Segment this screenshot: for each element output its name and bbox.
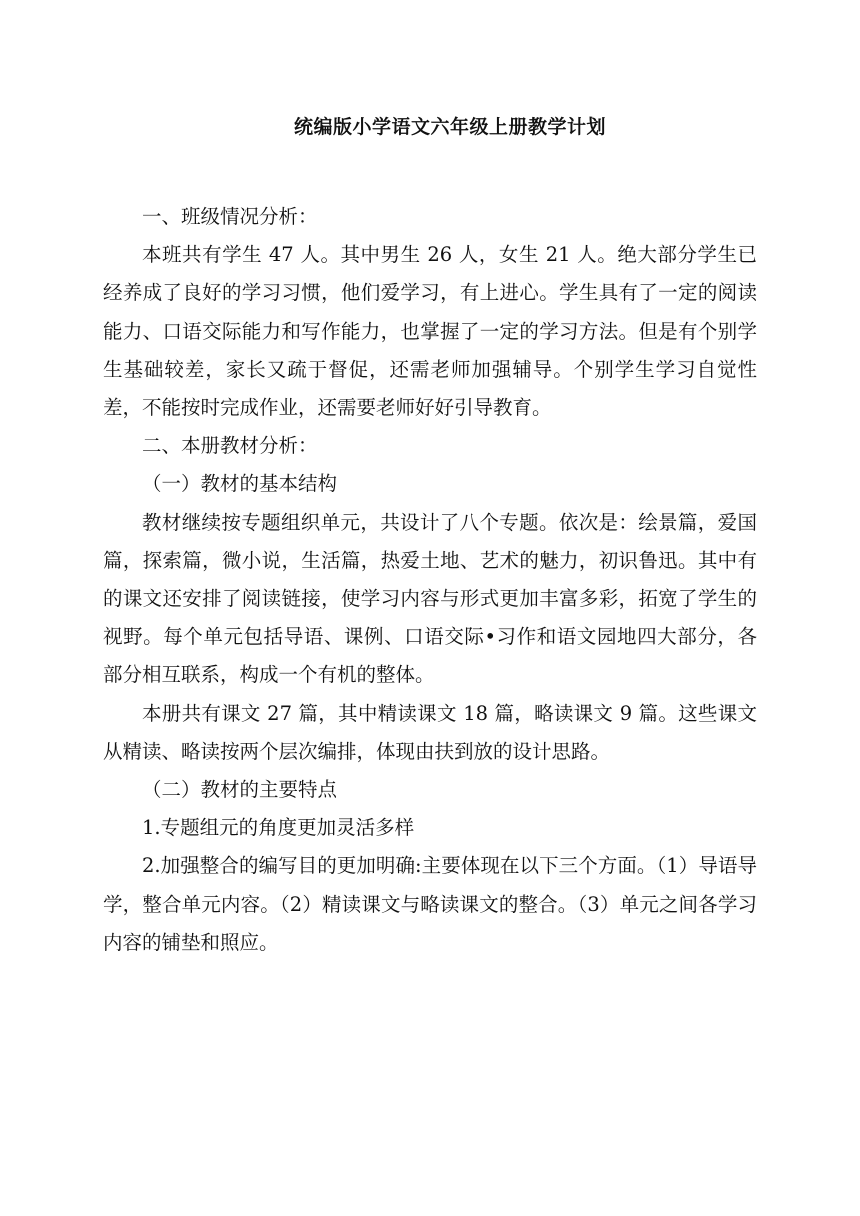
subheading-basic-structure: （一）教材的基本结构 — [142, 472, 338, 496]
paragraph-lesson-count: 本册共有课文 27 篇，其中精读课文 18 篇，略读课文 9 篇。这些课文从精读、略读按两个层次编排，体现由扶到放的设计思路。 — [103, 701, 757, 763]
list-item-feature-1: 1.专题组元的角度更加灵活多样 — [142, 816, 415, 840]
paragraph-class-description: 本班共有学生 47 人。其中男生 26 人，女生 21 人。绝大部分学生已经养成了良好的学习习惯，他们爱学习，有上进心。学生具有了一定的阅读能力、口语交际能力和写作能力，也掌握了一定的学习方法。但是有个别学生基础较差，家长又疏于督促，还需老师加强辅导。个别学生学习自觉性差，不能按时完成作业，还需要老师好好引导教育。 — [103, 243, 757, 420]
section-heading-textbook-analysis: 二、本册教材分析： — [142, 434, 318, 458]
paragraph-textbook-structure: 教材继续按专题组织单元，共设计了八个专题。依次是：绘景篇，爱国篇，探索篇，微小说，生活篇，热爱土地、艺术的魅力，初识鲁迅。其中有的课文还安排了阅读链接，使学习内容与形式更加丰富多彩，拓宽了学生的视野。每个单元包括导语、课例、口语交际•习作和语文园地四大部分，各部分相互联系，构成一个有机的整体。 — [103, 510, 757, 687]
section-heading-class-analysis: 一、班级情况分析： — [142, 205, 318, 228]
list-item-feature-2: 2.加强整合的编写目的更加明确:主要体现在以下三个方面。（1）导语导学，整合单元内容。（2）精读课文与略读课文的整合。（3）单元之间各学习内容的铺垫和照应。 — [103, 854, 757, 954]
document-body — [103, 198, 757, 962]
subheading-main-features: （二）教材的主要特点 — [142, 778, 338, 802]
document-title: 统编版小学语文六年级上册教学计划 — [293, 116, 606, 138]
